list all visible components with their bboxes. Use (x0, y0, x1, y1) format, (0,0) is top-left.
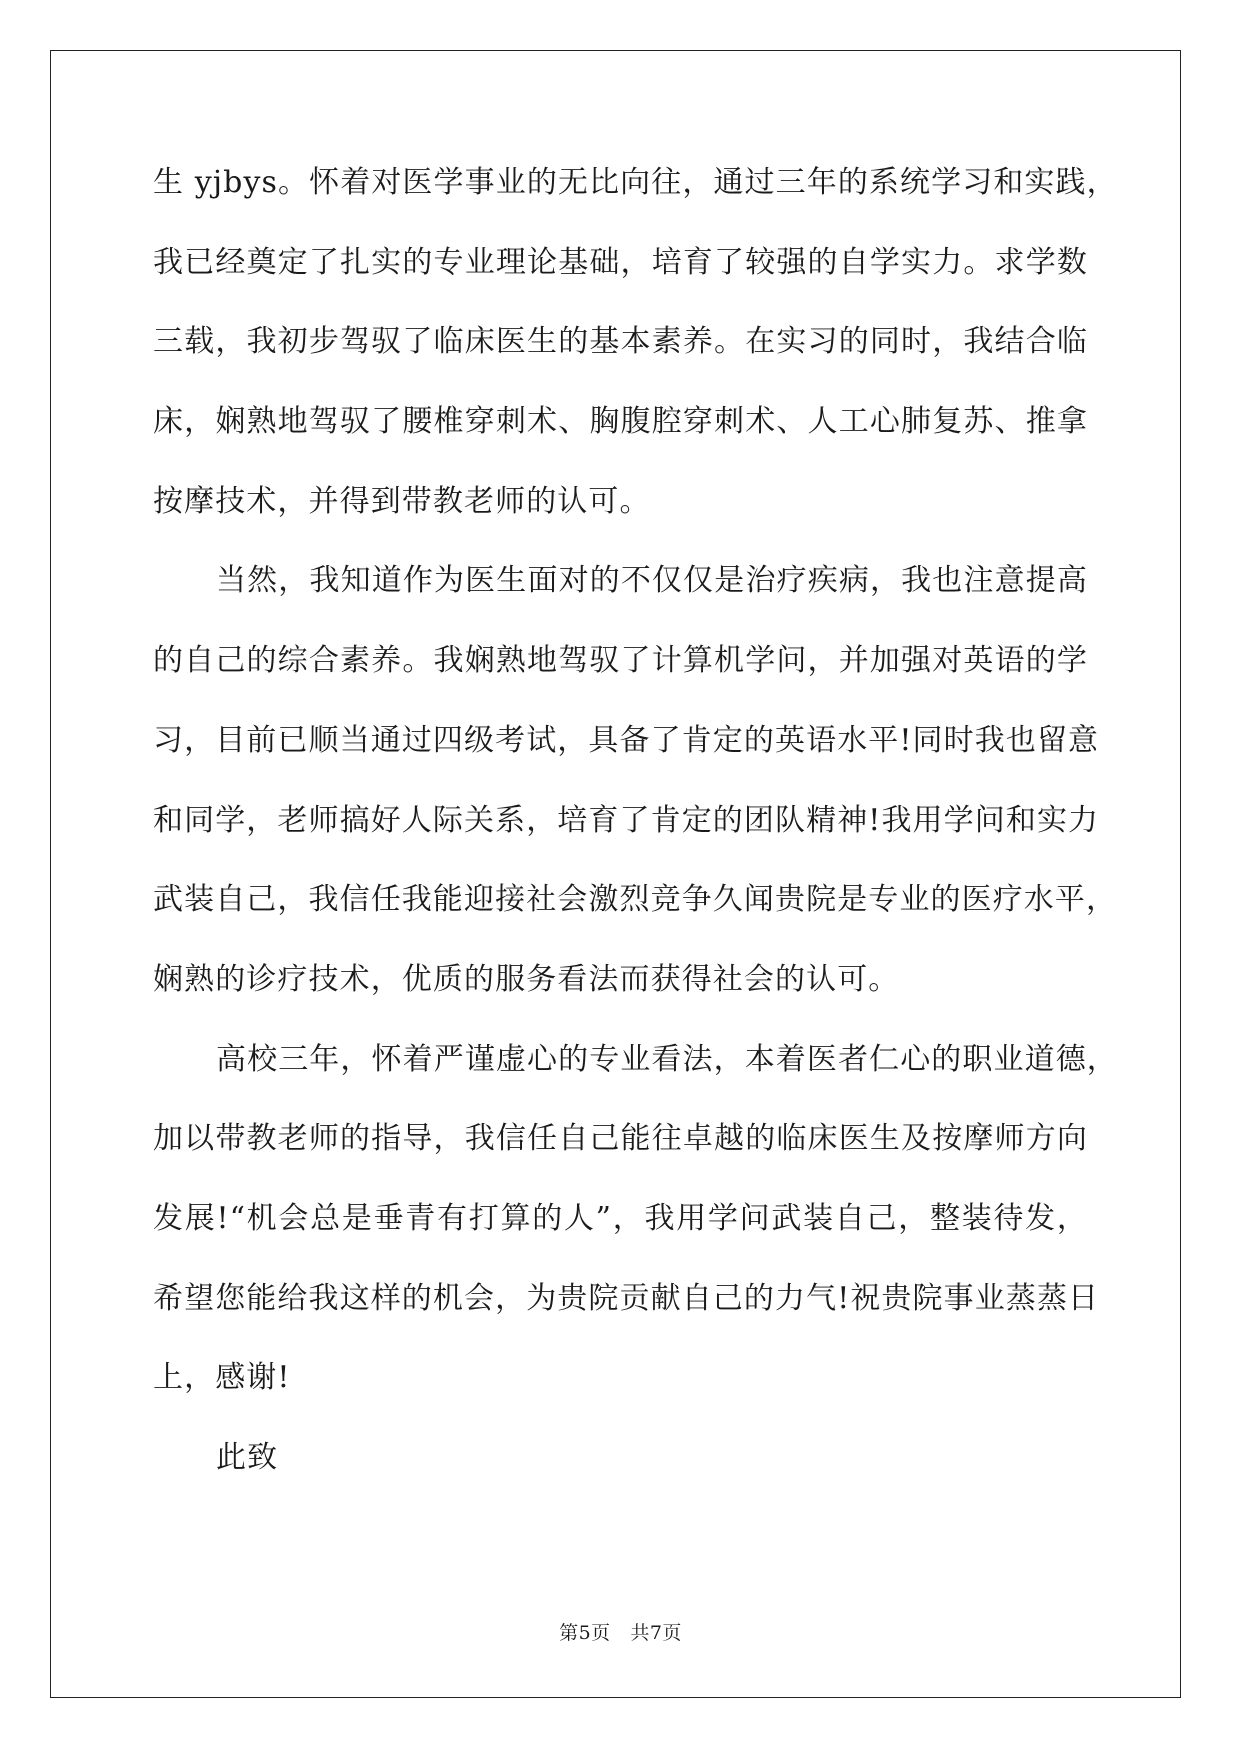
page-number: 第5页 (559, 1622, 611, 1644)
text-line: 加以带教老师的指导，我信任自己能往卓越的临床医生及按摩师方向 (153, 1121, 1088, 1157)
paragraph-start-line: 当然，我知道作为医生面对的不仅仅是治疗疾病，我也注意提高 (216, 563, 1088, 599)
text-line: 希望您能给我这样的机会，为贵院贡献自己的力气!祝贵院事业蒸蒸日 (153, 1280, 1100, 1316)
page-footer (0, 1618, 1241, 1645)
text-line: 和同学，老师搞好人际关系，培育了肯定的团队精神!我用学问和实力 (153, 802, 1100, 838)
text-line: 我已经奠定了扎实的专业理论基础，培育了较强的自学实力。求学数 (153, 244, 1088, 280)
document-body (153, 158, 1118, 1513)
text-line: 娴熟的诊疗技术，优质的服务看法而获得社会的认可。 (153, 961, 900, 997)
closing-salutation: 此致 (216, 1440, 279, 1475)
text-line: 三载，我初步驾驭了临床医生的基本素养。在实习的同时，我结合临 (153, 324, 1088, 360)
text-line: 床，娴熟地驾驭了腰椎穿刺术、胸腹腔穿刺术、人工心肺复苏、推拿 (153, 404, 1088, 440)
paragraph-start-line: 高校三年，怀着严谨虚心的专业看法，本着医者仁心的职业道德， (216, 1041, 1118, 1077)
text-line: 习，目前已顺当通过四级考试，具备了肯定的英语水平!同时我也留意 (153, 722, 1100, 758)
text-line: 的自己的综合素养。我娴熟地驾驭了计算机学问，并加强对英语的学 (153, 643, 1088, 679)
text-line: 武装自己，我信任我能迎接社会激烈竞争久闻贵院是专业的医疗水平， (153, 882, 1118, 918)
text-line: 发展!“机会总是垂青有打算的人”，我用学问武装自己，整装待发， (153, 1200, 1088, 1236)
text-line: 生 yjbys。怀着对医学事业的无比向往，通过三年的系统学习和实践， (153, 165, 1118, 200)
page-total: 共7页 (630, 1622, 682, 1644)
text-line: 上，感谢! (153, 1360, 291, 1396)
text-line: 按摩技术，并得到带教老师的认可。 (153, 483, 651, 519)
